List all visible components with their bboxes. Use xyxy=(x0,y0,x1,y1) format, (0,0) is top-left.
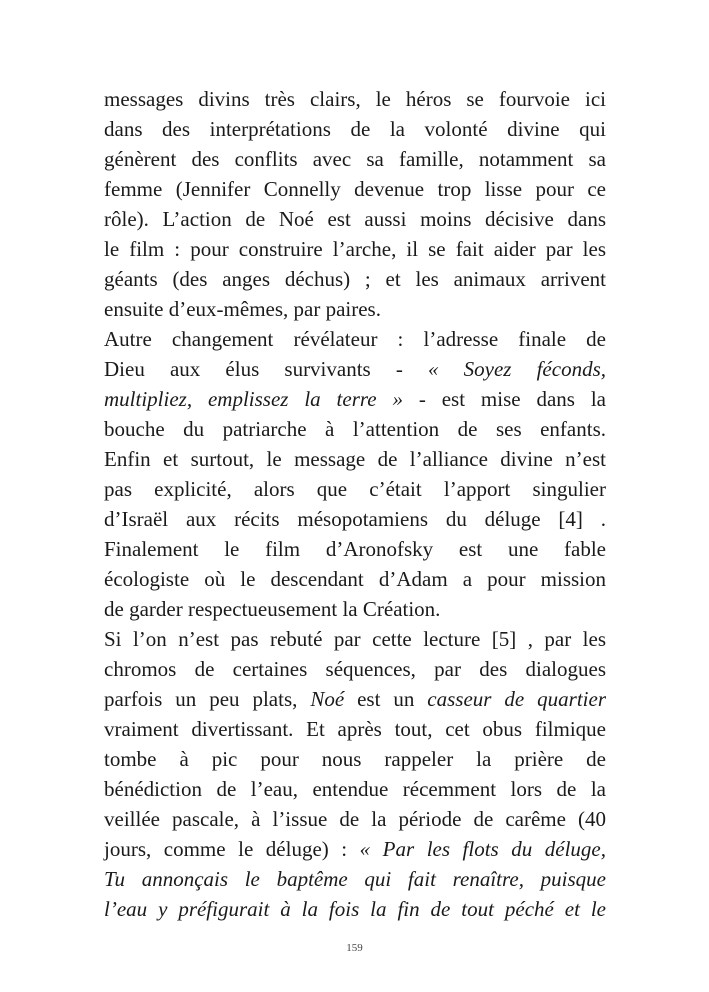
text-line: messages divins très clairs, le héros se fourvoie ici xyxy=(104,87,606,111)
quote-text: « Par les flots du déluge, xyxy=(359,837,606,861)
text-run: Dieu aux élus survivants - xyxy=(104,357,403,381)
text-line xyxy=(104,834,606,864)
text-line: Autre changement révélateur : l’adresse finale de xyxy=(104,327,606,351)
text-run: jours, comme le déluge) : xyxy=(104,837,360,861)
paragraph-end-line: ensuite d’eux-mêmes, par paires. xyxy=(104,297,381,321)
emphasis-text: casseur de quartier xyxy=(427,687,606,711)
text-line xyxy=(104,354,606,384)
text-line: bouche du patriarche à l’attention de ses enfants. xyxy=(104,417,606,441)
text-line: pas explicité, alors que c’était l’apport singulier xyxy=(104,477,606,501)
text-line: géants (des anges déchus) ; et les animaux arrivent xyxy=(104,267,606,291)
quote-line: Tu annonçais le baptême qui fait renaître, puisque xyxy=(104,867,606,891)
text-line: Finalement le film d’Aronofsky est une fable xyxy=(104,537,606,561)
text-line xyxy=(104,684,606,714)
text-line xyxy=(104,384,606,414)
text-run: est un xyxy=(344,687,428,711)
text-line: dans des interprétations de la volonté divine qui xyxy=(104,117,606,141)
text-line: Si l’on n’est pas rebuté par cette lecture [5] , par les xyxy=(104,627,606,651)
text-run: parfois un peu plats, xyxy=(104,687,311,711)
text-line: vraiment divertissant. Et après tout, cet obus filmique xyxy=(104,717,606,741)
page-number: 159 xyxy=(346,942,363,954)
body-text xyxy=(104,84,606,924)
quote-line: l’eau y préfigurait à la fois la fin de tout péché et le xyxy=(104,897,606,921)
text-line: le film : pour construire l’arche, il se fait aider par les xyxy=(104,237,606,261)
text-line: femme (Jennifer Connelly devenue trop lisse pour ce xyxy=(104,177,606,201)
text-line: bénédiction de l’eau, entendue récemment lors de la xyxy=(104,777,606,801)
text-line: chromos de certaines séquences, par des dialogues xyxy=(104,657,606,681)
film-title: Noé xyxy=(310,687,345,711)
text-line: écologiste où le descendant d’Adam a pour mission xyxy=(104,567,606,591)
text-line: Enfin et surtout, le message de l’alliance divine n’est xyxy=(104,447,606,471)
quote-text: multipliez, emplissez la terre » xyxy=(104,387,403,411)
text-line: veillée pascale, à l’issue de la période de carême (40 xyxy=(104,807,606,831)
text-line: d’Israël aux récits mésopotamiens du déluge [4] . xyxy=(104,507,606,531)
text-line: tombe à pic pour nous rappeler la prière de xyxy=(104,747,606,771)
text-line: rôle). L’action de Noé est aussi moins décisive dans xyxy=(104,207,606,231)
paragraph-end-line: de garder respectueusement la Création. xyxy=(104,597,441,621)
text-run: - est mise dans la xyxy=(402,387,606,411)
text-line: génèrent des conflits avec sa famille, notamment sa xyxy=(104,147,606,171)
quote-text: « Soyez féconds, xyxy=(428,357,606,381)
